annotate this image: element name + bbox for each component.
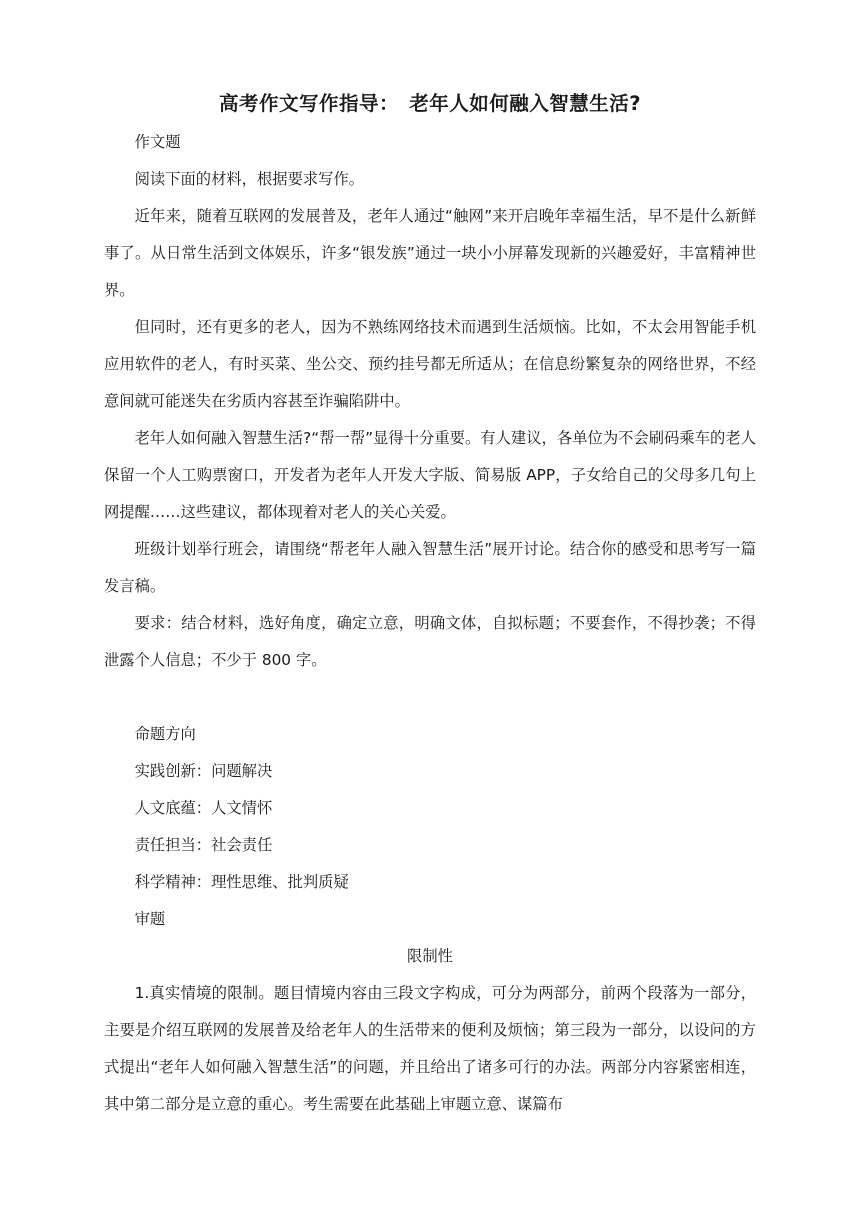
material-paragraph-4: 班级计划举行班会，请围绕“帮老年人融入智慧生活”展开讨论。结合你的感受和思考写一篇发言稿。 [104, 540, 756, 595]
direction-item: 人文底蕴：人文情怀 [134, 799, 273, 817]
direction-item: 责任担当：社会责任 [134, 836, 273, 854]
section-label-direction: 命题方向 [134, 725, 196, 743]
material-paragraph-3: 老年人如何融入智慧生活?“帮一帮”显得十分重要。有人建议，各单位为不会刷码乘车的老人保留一个人工购票窗口，开发者为老年人开发大字版、简易版 APP，子女给自己的父母多几句上网提醒……这些建议，都体现着对老人的关心关爱。 [104, 429, 756, 521]
section-label-review: 审题 [134, 910, 166, 928]
restriction-heading: 限制性 [407, 947, 453, 965]
material-paragraph-1: 近年来，随着互联网的发展普及，老年人通过“触网”来开启晚年幸福生活，早不是什么新鲜事了。从日常生活到文体娱乐，许多“银发族”通过一块小小屏幕发现新的兴趣爱好，丰富精神世界。 [104, 207, 756, 299]
requirements-paragraph: 要求：结合材料，选好角度，确定立意，明确文体，自拟标题；不要套作，不得抄袭；不得泄露个人信息；不少于 800 字。 [104, 614, 756, 669]
document-page [104, 88, 756, 1123]
blank-line [104, 679, 756, 716]
intro-paragraph: 阅读下面的材料，根据要求写作。 [134, 170, 365, 188]
direction-item: 科学精神：理性思维、批判质疑 [134, 873, 349, 891]
direction-item: 实践创新：问题解决 [134, 762, 273, 780]
section-label-essay-topic: 作文题 [134, 133, 181, 151]
document-title: 高考作文写作指导： 老年人如何融入智慧生活? [218, 92, 642, 115]
restriction-paragraph-1: 1.真实情境的限制。题目情境内容由三段文字构成，可分为两部分，前两个段落为一部分，主要是介绍互联网的发展普及给老年人的生活带来的便利及烦恼；第三段为一部分，以设问的方式提出“老年人如何融入智慧生活”的问题，并且给出了诸多可行的办法。两部分内容紧密相连，其中第二部分是立意的重心。考生需要在此基础上审题立意、谋篇布 [104, 984, 756, 1113]
material-paragraph-2: 但同时，还有更多的老人，因为不熟练网络技术而遇到生活烦恼。比如，不太会用智能手机应用软件的老人，有时买菜、坐公交、预约挂号都无所适从；在信息纷繁复杂的网络世界，不经意间就可能迷失在劣质内容甚至诈骗陷阱中。 [104, 318, 756, 410]
